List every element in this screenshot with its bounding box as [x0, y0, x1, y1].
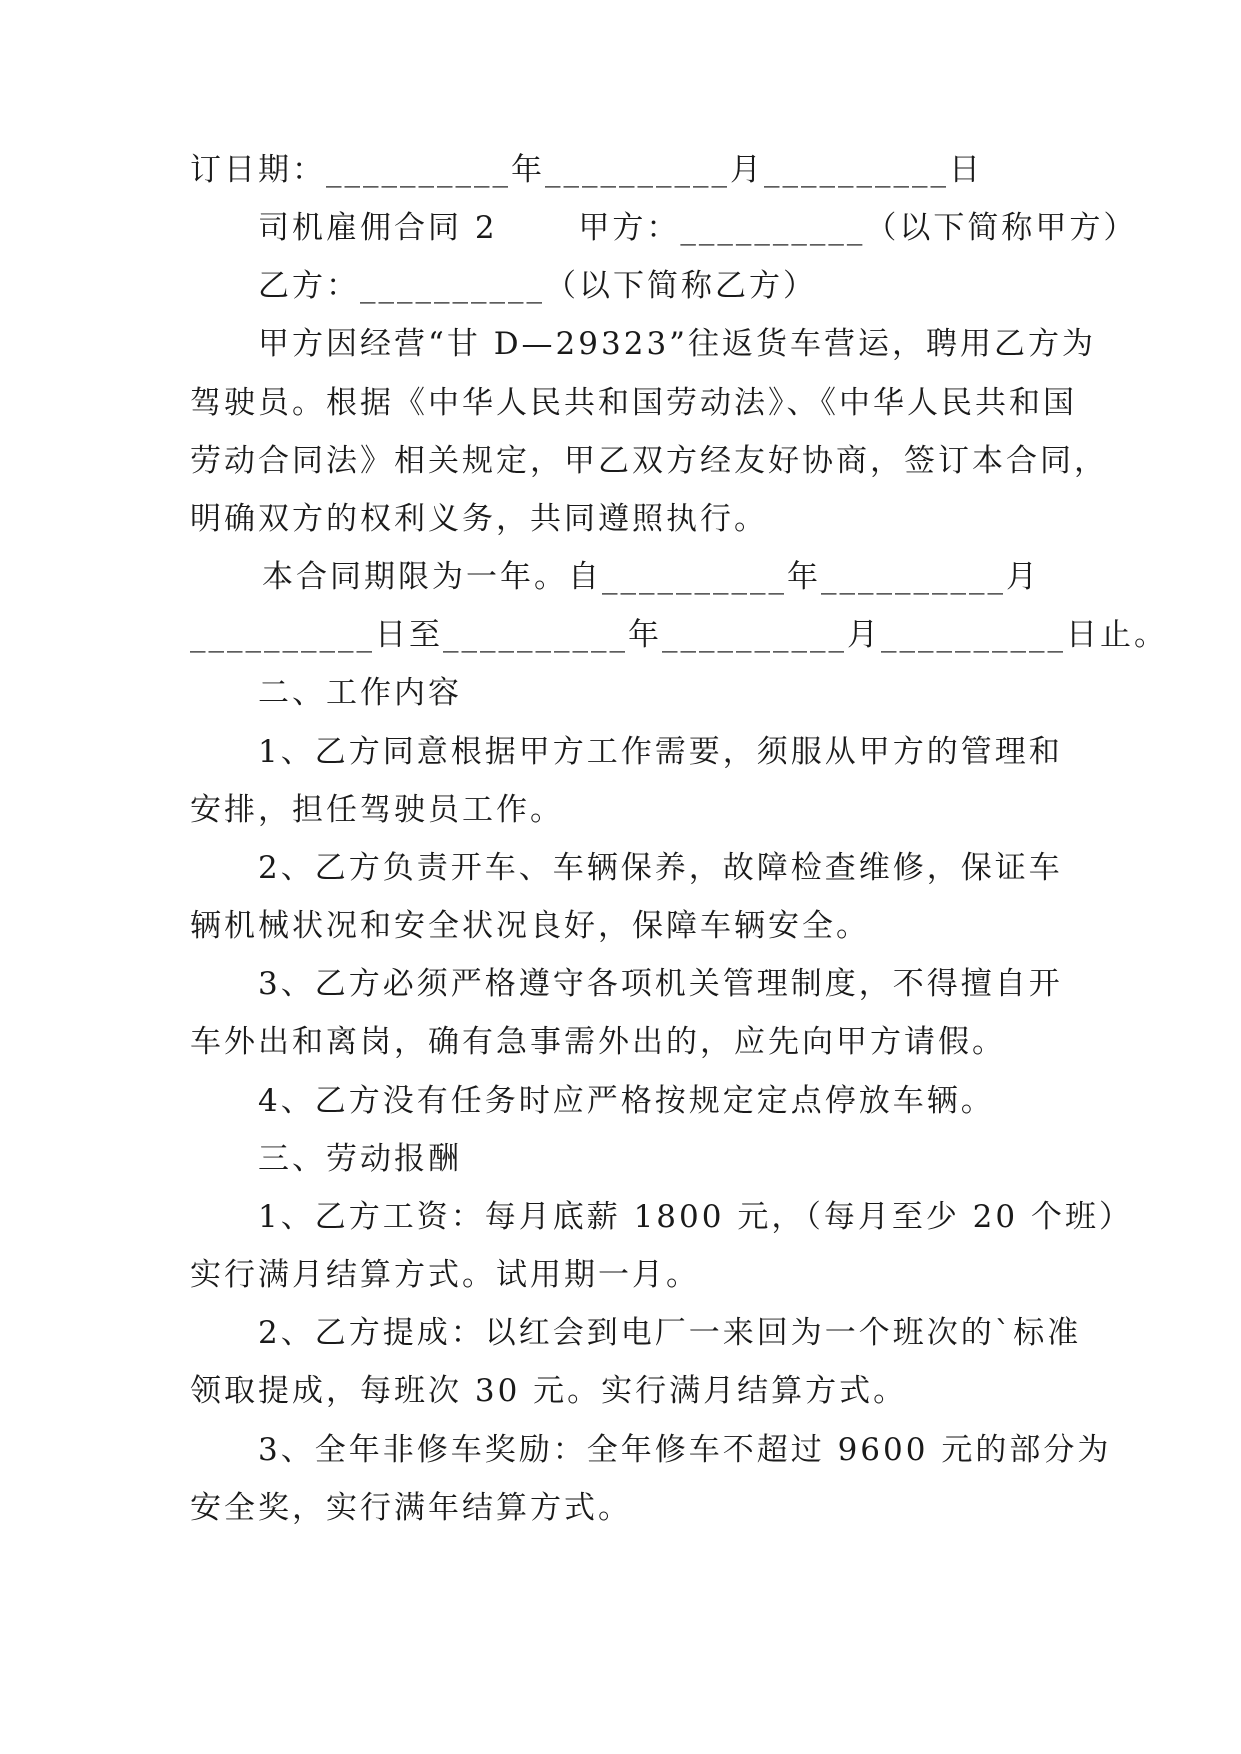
signing-date-line: 订日期：__________年__________月__________日 — [190, 152, 983, 188]
clause-line: 安全奖，实行满年结算方式。 — [190, 1490, 632, 1526]
clause-line: 3、全年非修车奖励：全年修车不超过 9600 元的部分为 — [258, 1432, 1112, 1468]
clause-line: 领取提成，每班次 30 元。实行满月结算方式。 — [190, 1373, 908, 1409]
clause-line: 辆机械状况和安全状况良好，保障车辆安全。 — [190, 908, 870, 944]
clause-line: 车外出和离岗，确有急事需外出的，应先向甲方请假。 — [190, 1024, 1006, 1060]
clause-line: 2、乙方提成：以红会到电厂一来回为一个班次的`标准 — [258, 1315, 1082, 1351]
contract-term-line: __________日至__________年__________月__________日止。 — [190, 617, 1168, 653]
paragraph-line: 劳动合同法》相关规定，甲乙双方经友好协商，签订本合同， — [190, 443, 1108, 479]
party-b-line: 乙方：__________（以下简称乙方） — [258, 268, 817, 304]
paragraph-line: 驾驶员。根据《中华人民共和国劳动法》、《中华人民共和国 — [190, 385, 1077, 421]
contract-title-party-a-line: 司机雇佣合同 2 甲方：__________（以下简称甲方） — [258, 210, 1138, 246]
section-heading-work: 二、工作内容 — [258, 675, 462, 711]
clause-line: 2、乙方负责开车、车辆保养，故障检查维修，保证车 — [258, 850, 1063, 886]
clause-line: 1、乙方工资：每月底薪 1800 元，（每月至少 20 个班） — [258, 1199, 1133, 1235]
clause-line: 4、乙方没有任务时应严格按规定定点停放车辆。 — [258, 1083, 995, 1119]
section-heading-pay: 三、劳动报酬 — [258, 1141, 462, 1177]
paragraph-line: 甲方因经营“甘 D—29323”往返货车营运，聘用乙方为 — [258, 326, 1097, 362]
paragraph-line: 明确双方的权利义务，共同遵照执行。 — [190, 501, 768, 537]
clause-line: 安排，担任驾驶员工作。 — [190, 792, 564, 828]
contract-term-line: 本合同期限为一年。自__________年__________月 — [262, 559, 1040, 595]
clause-line: 1、乙方同意根据甲方工作需要，须服从甲方的管理和 — [258, 734, 1063, 770]
clause-line: 实行满月结算方式。试用期一月。 — [190, 1257, 700, 1293]
clause-line: 3、乙方必须严格遵守各项机关管理制度，不得擅自开 — [258, 966, 1063, 1002]
